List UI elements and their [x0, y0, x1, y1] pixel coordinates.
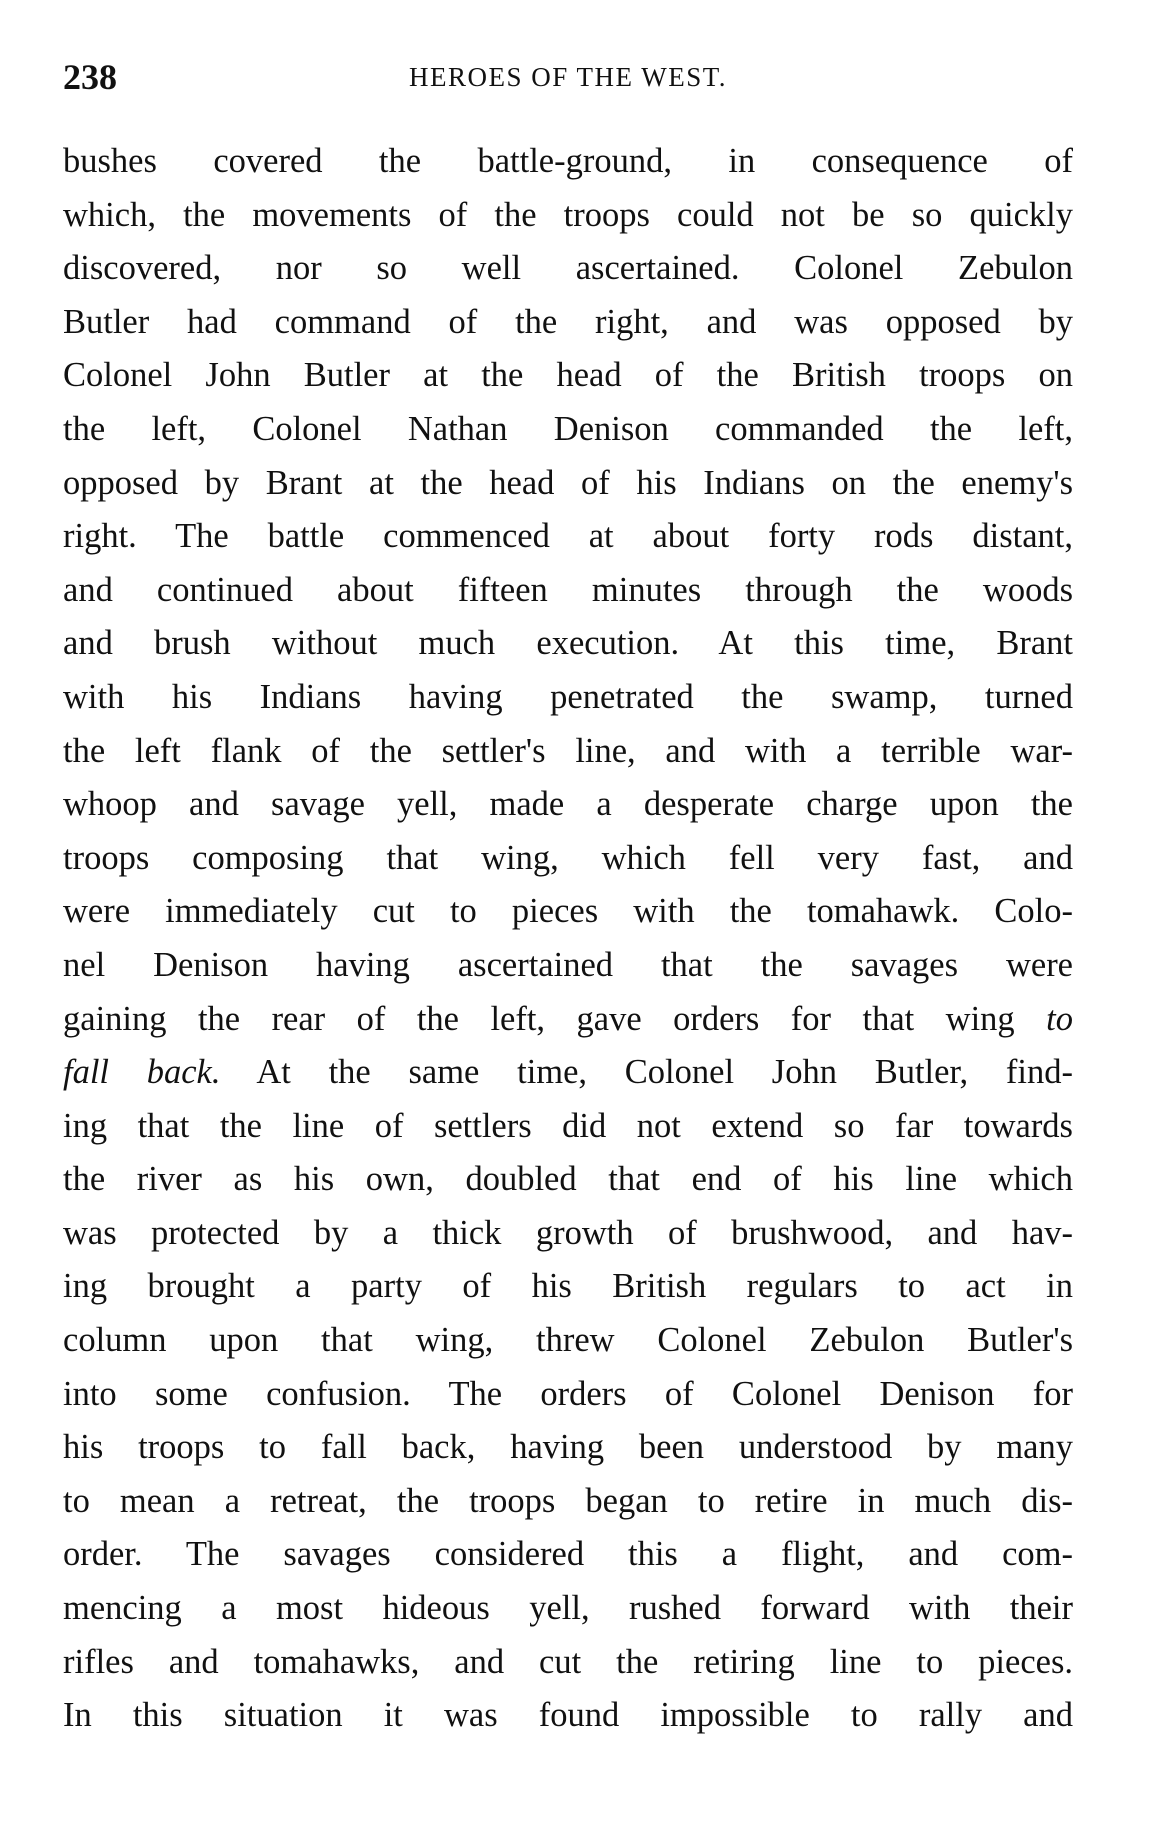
text-line: ing brought a party of his British regulars to act in — [63, 1267, 1073, 1306]
text-line: bushes covered the battle-ground, in consequence of — [63, 142, 1073, 180]
text-line: mencing a most hideous yell, rushed forward with their — [63, 1589, 1073, 1628]
text-line: was protected by a thick growth of brushwood, and hav- — [63, 1213, 1073, 1252]
text-line: discovered, nor so well ascertained. Colonel Zebulon — [63, 249, 1073, 288]
text-line: order. The savages considered this a flight, and com- — [63, 1535, 1073, 1574]
italic-fragment: fall back. — [63, 1053, 221, 1092]
text-line: Colonel John Butler at the head of the British troops on — [63, 356, 1073, 395]
text-line: and brush without much execution. At this time, Brant — [63, 624, 1073, 663]
text-line: into some confusion. The orders of Colonel Denison for — [63, 1374, 1073, 1413]
body-text — [63, 135, 1073, 1743]
text-line: and continued about fifteen minutes through the woods — [63, 570, 1073, 609]
text-line: opposed by Brant at the head of his Indians on the enemy's — [63, 463, 1073, 502]
page-number: 238 — [63, 57, 117, 97]
text-line: his troops to fall back, having been understood by many — [63, 1428, 1073, 1467]
running-head — [63, 52, 1073, 102]
text-fragment: gaining the rear of the left, gave orders for that wing — [63, 999, 1015, 1038]
text-line: the river as his own, doubled that end of his line which — [63, 1160, 1073, 1199]
text-line: with his Indians having penetrated the swamp, turned — [63, 677, 1073, 716]
text-line: rifles and tomahawks, and cut the retiring line to pieces. — [63, 1642, 1073, 1681]
text-line: column upon that wing, threw Colonel Zebulon Butler's — [63, 1321, 1073, 1360]
text-line: whoop and savage yell, made a desperate charge upon the — [63, 785, 1073, 824]
text-line: the left flank of the settler's line, and with a terrible war- — [63, 731, 1073, 770]
running-title: HEROES OF THE WEST. — [408, 62, 727, 92]
text-fragment: At the same time, Colonel John Butler, find- — [220, 1053, 1073, 1092]
text-line: the left, Colonel Nathan Denison commanded the left, — [63, 409, 1073, 448]
text-line: nel Denison having ascertained that the savages were — [63, 945, 1073, 984]
text-line: In this situation it was found impossible to rally and — [63, 1696, 1073, 1735]
text-line: ing that the line of settlers did not extend so far towards — [63, 1106, 1073, 1145]
text-line: were immediately cut to pieces with the tomahawk. Colo- — [63, 892, 1073, 931]
text-line: right. The battle commenced at about forty rods distant, — [63, 517, 1073, 556]
text-line: troops composing that wing, which fell very fast, and — [63, 838, 1073, 877]
text-line-with-italic — [63, 1046, 1073, 1100]
text-line: Butler had command of the right, and was opposed by — [63, 302, 1073, 341]
text-line: which, the movements of the troops could not be so quickly — [63, 195, 1073, 234]
text-line: to mean a retreat, the troops began to retire in much dis- — [63, 1481, 1073, 1520]
italic-fragment: to — [1046, 999, 1073, 1038]
text-line-with-italic — [63, 993, 1073, 1047]
